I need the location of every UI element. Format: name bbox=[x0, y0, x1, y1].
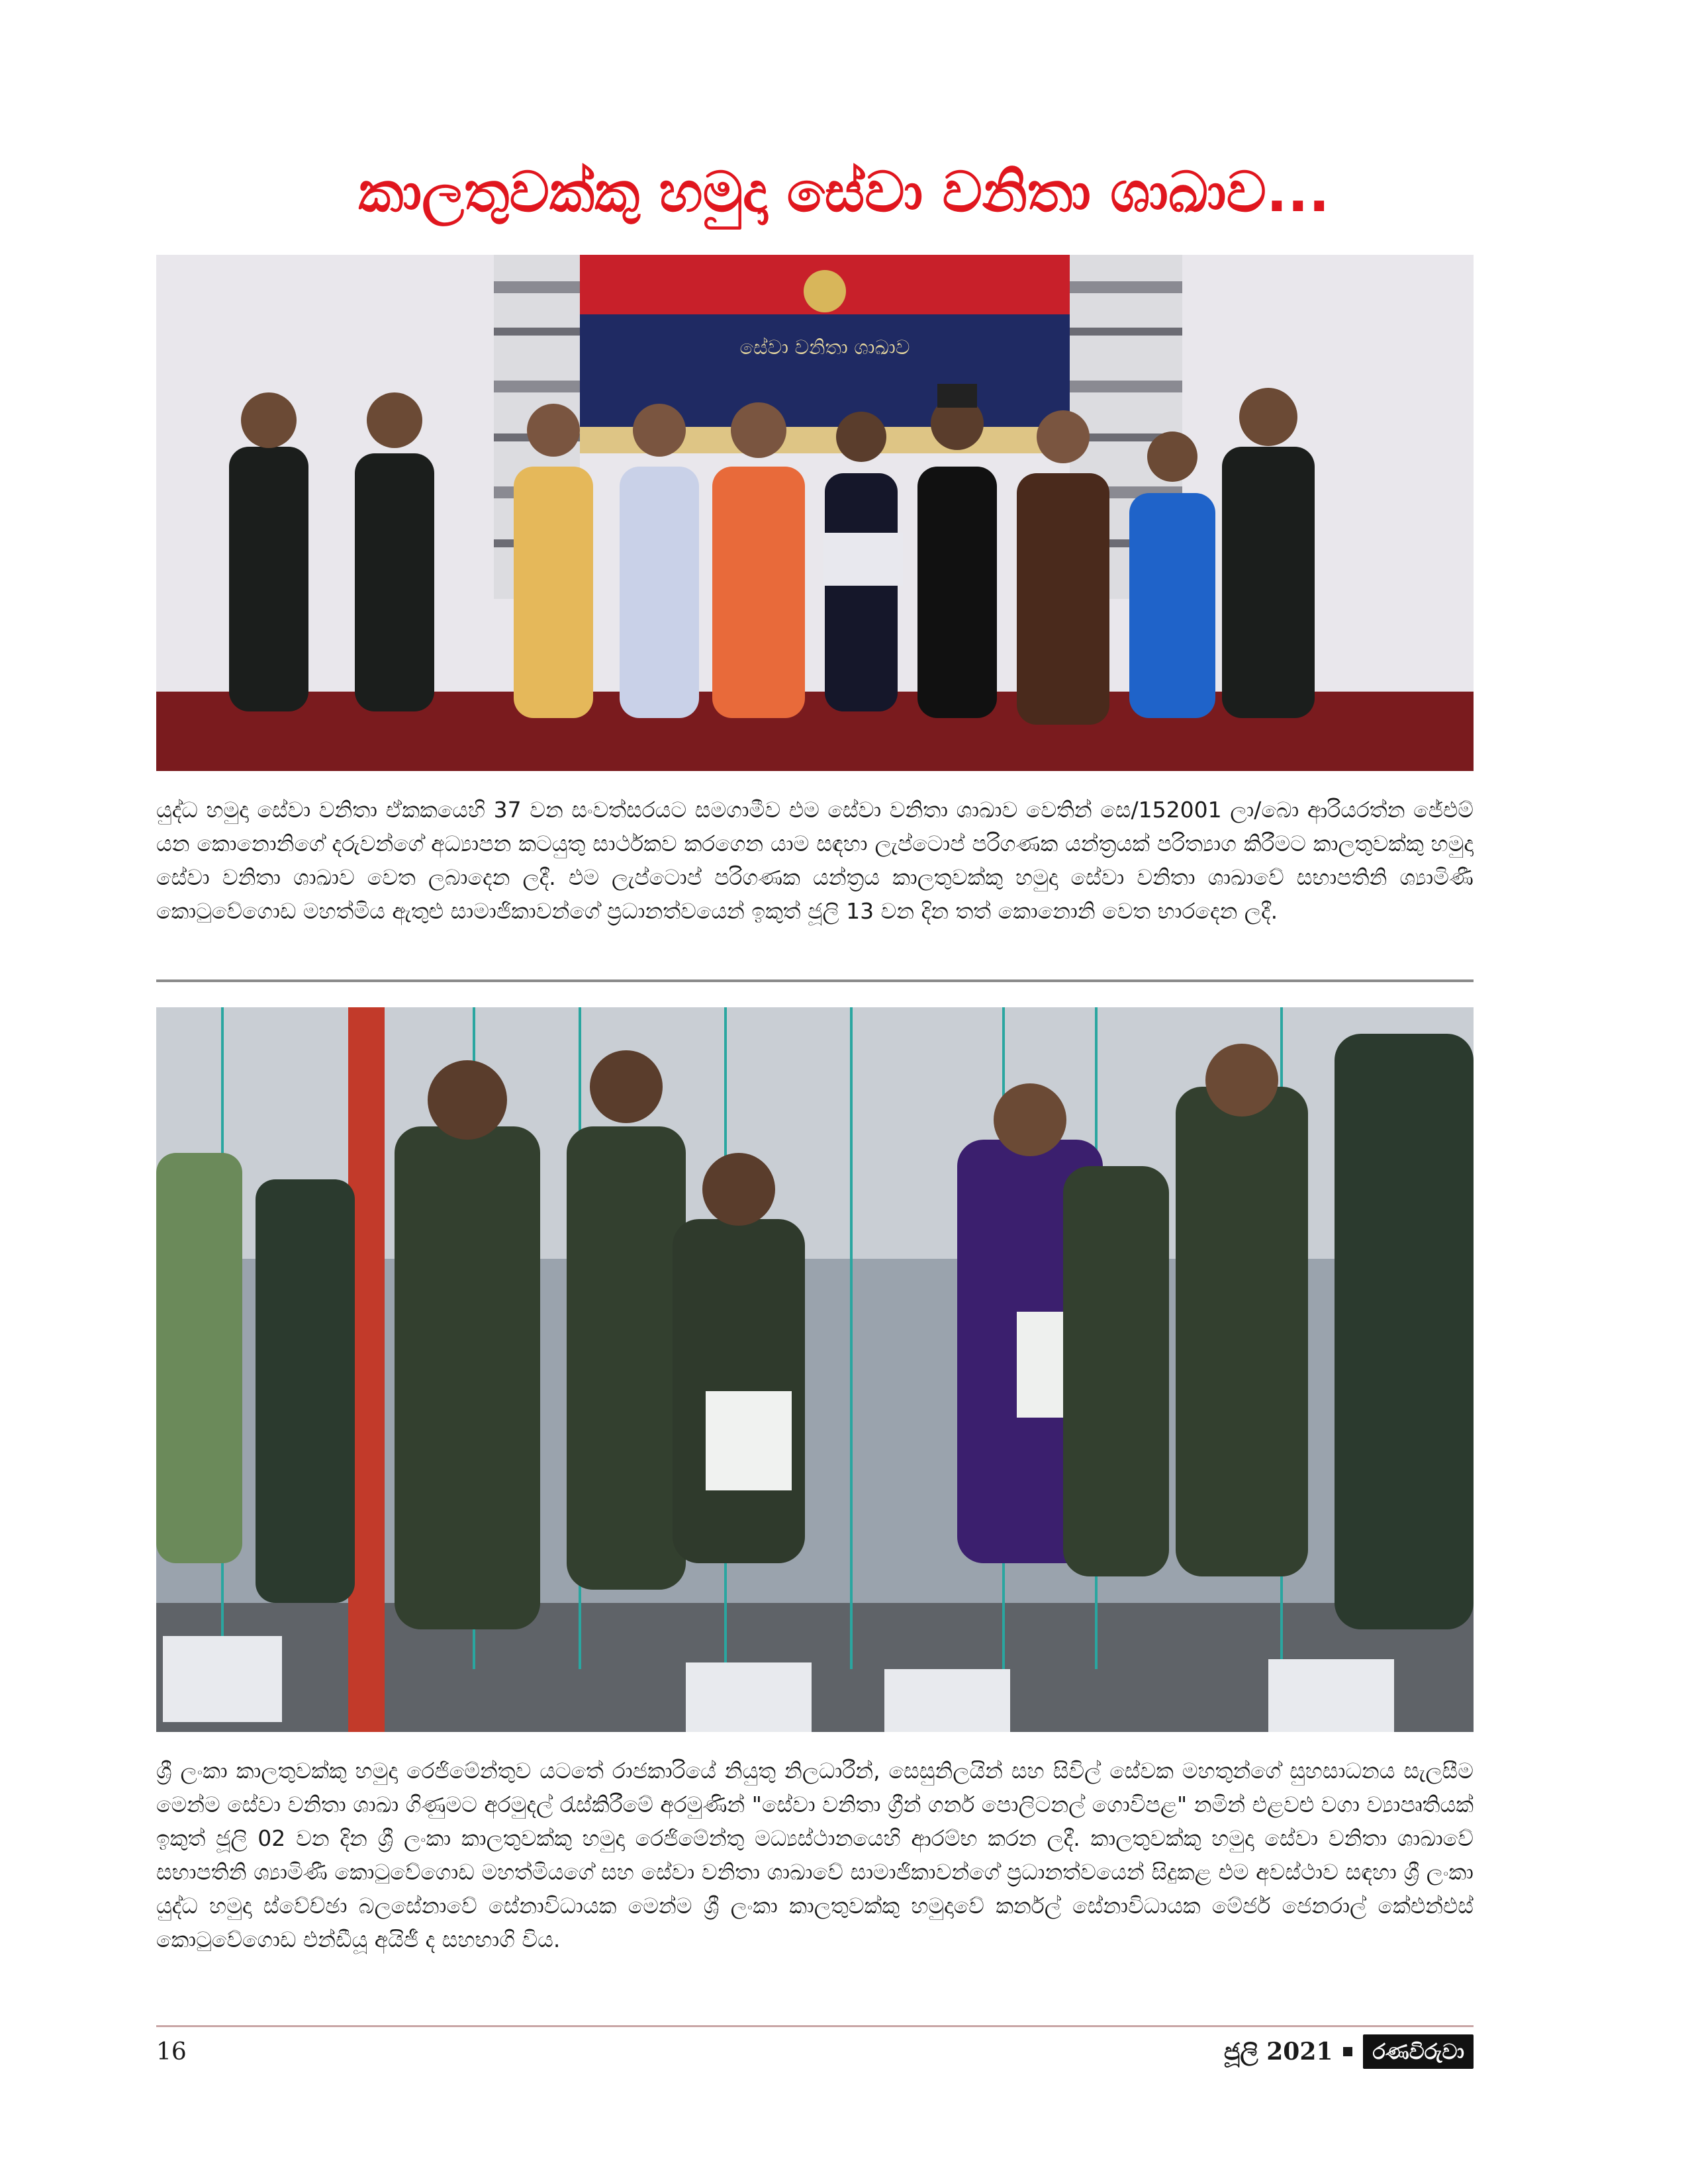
magazine-name: රණවිරුවා bbox=[1363, 2034, 1474, 2069]
page-number: 16 bbox=[156, 2038, 187, 2066]
issue-date: ජූලි 2021 bbox=[1223, 2037, 1333, 2066]
group-photo bbox=[156, 255, 1474, 771]
caption-laptop-donation: යුද්ධ හමුදා සේවා වනිතා ඒකකයෙහි 37 වන සංවත්සරයට සමගාමීව එම සේවා වනිතා ශාඛාව වෙතින් සෙ/152001 ලා/බො ආරියරත්න ජේඑම් යන කොනොනිගේ දරුවන්ගේ අධ්‍යාපන කටයුතු සාර්ථකව කරගෙන යාම සඳහා ලැප්ටොප් පරිගණක යන්ත්‍රයක් පරිත්‍යාග කිරීමට කාලතුවක්කු හමුදා සේවා වනිතා ශාඛාව වෙත ලබාදෙන ලදී. එම ලැප්ටොප් පරිගණක යන්ත්‍රය කාලතුවක්කු හමුදා සේවා වනිතා ශාඛාවේ සභාපතිනි ශ්‍යාමිණී කොටුවේගොඩ මහත්මිය ඇතුළු සාමාජිකාවන්ගේ ප්‍රධානත්වයෙන් ඉකුත් ජූලි 13 වන දින තත් කොනොනි වෙත භාරදෙන ලදී. bbox=[156, 797, 1474, 924]
caption-polytunnel-farm: ශ්‍රී ලංකා කාලතුවක්කු හමුදා රෙජිමේන්තුව යටතේ රාජකාරියේ නියුතු නිලධාරීන්, සෙසුනිලයින් සහ සිවිල් සේවක මහතුන්ගේ සුහසාධනය සැලසීම මෙන්ම සේවා වනිතා ශාඛා ගිණුමට අරමුදල් රැස්කිරීමේ අරමුණින් "සේවා වනිතා ග්‍රීන් ගනර් පොලිටනල් ගොවිපළ" නමින් එළවළු වගා ව්‍යාපෘතියක් ඉකුත් ජූලි 02 වන දින ශ්‍රී ලංකා කාලතුවක්කු හමුදා රෙජිමේන්තු මධ්‍යස්ථානයෙහි ආරම්භ කරන ලදී. කාලතුවක්කු හමුදා සේවා වනිතා ශාඛාවේ සභාපතිනි ශ්‍යාමිණී කොටුවේගොඩ මහත්මියගේ සහ සේවා වනිතා ශාඛාවේ සාමාජිකාවන්ගේ ප්‍රධානත්වයෙන් සිදුකළ එම අවස්ථාව සඳහා ශ්‍රී ලංකා යුද්ධ හමුදා ස්වේච්ඡා බලසේනාවේ සේනාවිධායක මෙන්ම ශ්‍රී ලංකා කාලතුවක්කු හමුදාවේ කර්නල් සේනාවිධායක මේජර් ජෙනරාල් කේඑන්එස් කොටුවේගොඩ එන්ඩීයූ අයිජී ද සහභාගි විය. bbox=[156, 1758, 1474, 1952]
section-divider bbox=[156, 979, 1474, 982]
group-photo-illustration bbox=[156, 255, 1474, 771]
square-separator-icon bbox=[1343, 2047, 1352, 2056]
article-title: කාලතුවක්කු හමුදා සේවා වනිතා ශාඛාව... bbox=[358, 159, 1330, 224]
polytunnel-photo bbox=[156, 1007, 1474, 1732]
banner-text: සේවා වනිතා ශාඛාව bbox=[739, 336, 910, 359]
polytunnel-photo-illustration bbox=[156, 1007, 1474, 1732]
footer-masthead bbox=[1224, 2034, 1474, 2069]
footer-divider bbox=[156, 2025, 1474, 2027]
